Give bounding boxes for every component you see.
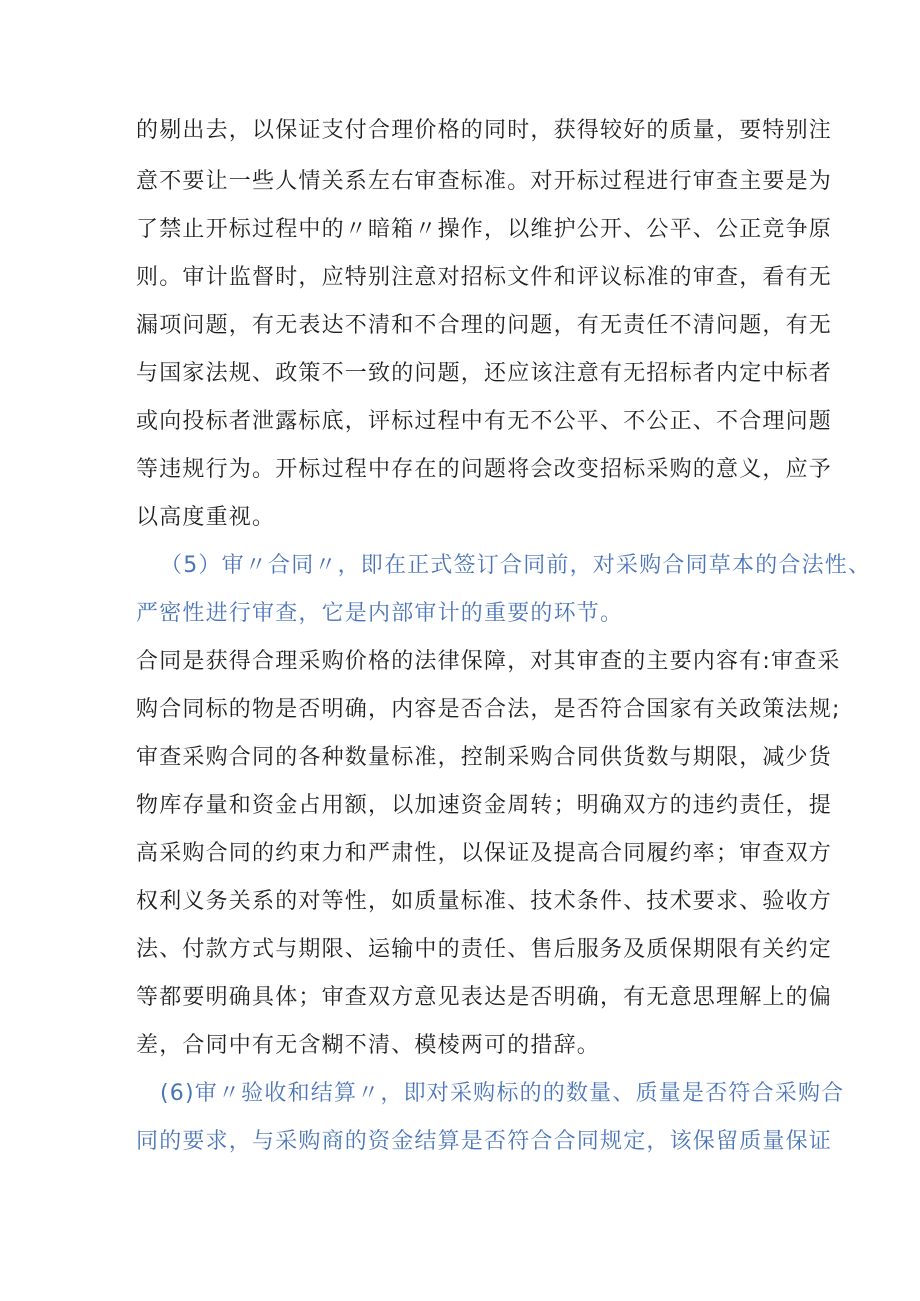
paragraph-line: 合同是获得合理采购价格的法律保障，对其审查的主要内容有:审查采 — [136, 649, 841, 674]
section-heading-acceptance: (6)审〃验收和结算〃，即对采购标的的数量、质量是否符合采购合 — [160, 1081, 845, 1106]
paragraph-line: 或向投标者泄露标底，评标过程中有无不公平、不公正、不合理问题 — [136, 409, 833, 434]
paragraph-line: 物库存量和资金占用额，以加速资金周转；明确双方的违约责任，提 — [136, 793, 833, 818]
paragraph-line: 的剔出去，以保证支付合理价格的同时，获得较好的质量，要特别注 — [136, 118, 833, 143]
paragraph-line: 则。审计监督时，应特别注意对招标文件和评议标准的审查，看有无 — [136, 265, 833, 290]
paragraph-line: 等都要明确具体；审查双方意见表达是否明确，有无意思理解上的偏 — [136, 985, 833, 1010]
paragraph-line: 意不要让一些人情关系左右审查标准。对开标过程进行审查主要是为 — [136, 169, 833, 194]
paragraph-line: 与国家法规、政策不一致的问题，还应该注意有无招标者内定中标者 — [136, 361, 833, 386]
section-heading-acceptance-cont: 同的要求，与采购商的资金结算是否符合合同规定，该保留质量保证 — [136, 1129, 833, 1154]
section-heading-contract: （5）审〃合同〃，即在正式签订合同前，对采购合同草本的合法性、 — [160, 553, 872, 578]
paragraph-line: 等违规行为。开标过程中存在的问题将会改变招标采购的意义，应予 — [136, 457, 833, 482]
paragraph-line: 以高度重视。 — [136, 505, 276, 530]
section-heading-contract-cont: 严密性进行审查，它是内部审计的重要的环节。 — [136, 601, 624, 626]
paragraph-line: 高采购合同的约束力和严肃性，以保证及提高合同履约率；审查双方 — [136, 841, 833, 866]
paragraph-line: 漏项问题，有无表达不清和不合理的问题，有无责任不清问题，有无 — [136, 313, 833, 338]
paragraph-line: 审查采购合同的各种数量标准，控制采购合同供货数与期限，减少货 — [136, 745, 833, 770]
paragraph-line: 差，合同中有无含糊不清、模棱两可的措辞。 — [136, 1033, 601, 1058]
paragraph-line: 法、付款方式与期限、运输中的责任、售后服务及质保期限有关约定 — [136, 937, 833, 962]
paragraph-line: 了禁止开标过程中的〃暗箱〃操作，以维护公开、公平、公正竞争原 — [136, 217, 833, 242]
paragraph-line: 权利义务关系的对等性，如质量标准、技术条件、技术要求、验收方 — [136, 889, 833, 914]
paragraph-line: 购合同标的物是否明确，内容是否合法，是否符合国家有关政策法规; — [136, 697, 841, 722]
